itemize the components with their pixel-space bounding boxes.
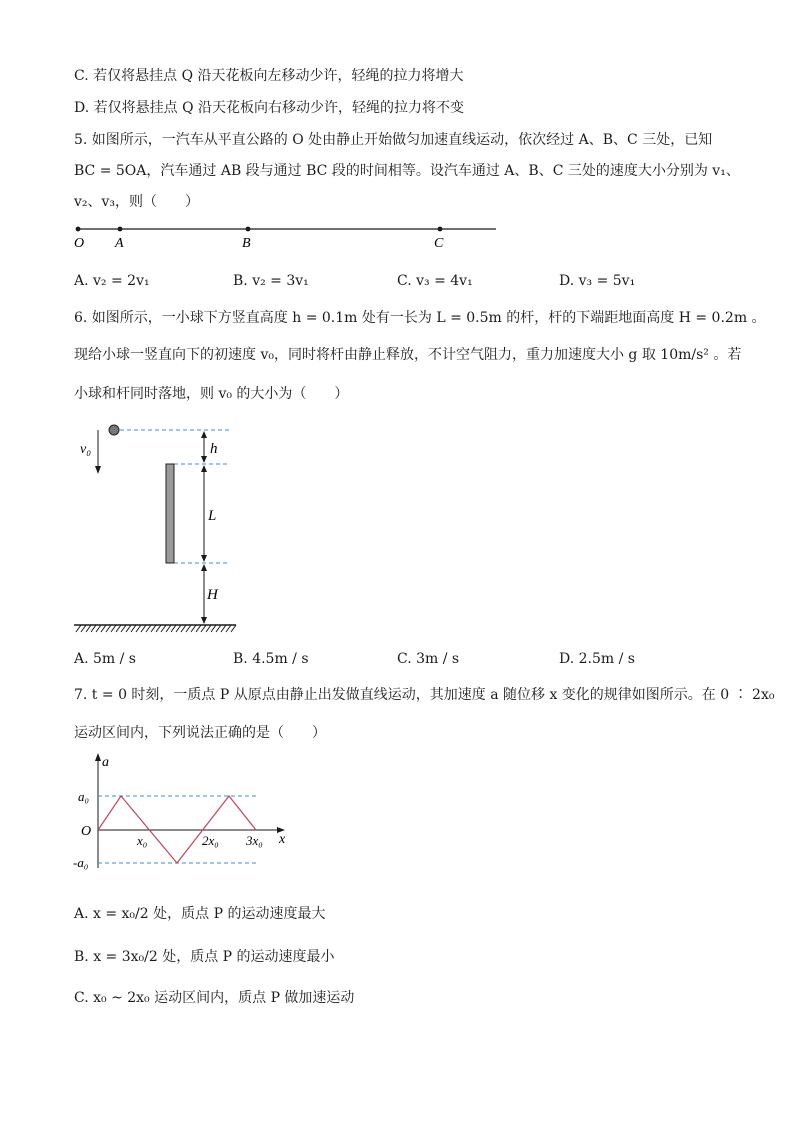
q6-option-b[interactable]: B. 4.5m / s — [233, 651, 309, 667]
x-axis-label: x — [279, 832, 286, 847]
hatch-stroke — [226, 625, 231, 632]
neg-a0-label: -a₀ — [73, 855, 89, 870]
q5-road-figure — [70, 218, 510, 252]
hatch-stroke — [191, 625, 196, 632]
hatch-stroke — [86, 625, 91, 632]
hatch-stroke — [216, 625, 221, 632]
q4-option-d: D. 若仅将悬挂点 Q 沿天花板向右移动少许，轻绳的拉力将不变 — [74, 100, 465, 116]
label-b: B — [242, 236, 251, 251]
hatch-stroke — [196, 625, 201, 632]
hatch-stroke — [151, 625, 156, 632]
h-label: h — [210, 441, 218, 457]
hatch-stroke — [166, 625, 171, 632]
hatch-stroke — [141, 625, 146, 632]
hatch-stroke — [221, 625, 226, 632]
hatch-stroke — [101, 625, 106, 632]
q7-acceleration-graph — [70, 750, 300, 875]
hatch-stroke — [126, 625, 131, 632]
big-h-label: H — [207, 587, 218, 603]
q5-stem-line3: v₂、v₃，则（ ） — [74, 194, 200, 210]
a-axis-label: a — [102, 755, 109, 770]
big-h-arrow-down — [201, 617, 207, 624]
ground-hatch — [76, 625, 236, 632]
hatch-stroke — [231, 625, 236, 632]
label-c: C — [434, 236, 444, 251]
hatch-stroke — [76, 625, 81, 632]
hatch-stroke — [206, 625, 211, 632]
q5-stem-line1: 5. 如图所示，一汽车从平直公路的 O 处由静止开始做匀加速直线运动，依次经过 A、B、C 三处，已知 — [74, 132, 713, 148]
q7-stem-line2: 运动区间内，下列说法正确的是（ ） — [74, 725, 326, 741]
hatch-stroke — [171, 625, 176, 632]
origin-label: O — [81, 824, 92, 839]
hatch-stroke — [176, 625, 181, 632]
v0-label: v₀ — [80, 442, 92, 457]
hatch-stroke — [181, 625, 186, 632]
q6-stem-line3: 小球和杆同时落地，则 v₀ 的大小为（ ） — [74, 386, 349, 402]
q6-ball-rod-figure — [70, 420, 250, 635]
l-arrow-down — [201, 555, 207, 562]
q7-option-b[interactable]: B. x = 3x₀/2 处，质点 P 的运动速度最小 — [74, 949, 335, 965]
point-o — [76, 227, 81, 232]
q6-stem-line2: 现给小球一竖直向下的初速度 v₀，同时将杆由静止释放，不计空气阻力，重力加速度大小 g 取 10m/s² 。若 — [74, 347, 742, 363]
l-label: L — [208, 508, 217, 524]
v0-arrow-head — [95, 466, 101, 474]
hatch-stroke — [186, 625, 191, 632]
hatch-stroke — [211, 625, 216, 632]
a-axis-arrow — [95, 753, 101, 761]
2x0-label: 2x₀ — [202, 833, 219, 848]
q7-option-c[interactable]: C. x₀ ~ 2x₀ 运动区间内，质点 P 做加速运动 — [74, 990, 355, 1006]
point-b — [246, 227, 251, 232]
hatch-stroke — [131, 625, 136, 632]
h-arrow-down — [201, 456, 207, 463]
q5-option-b[interactable]: B. v₂ = 3v₁ — [233, 273, 309, 289]
a0-label: a₀ — [78, 789, 90, 804]
q6-option-a[interactable]: A. 5m / s — [74, 651, 136, 667]
point-a — [118, 227, 123, 232]
q7-stem-line1: 7. t = 0 时刻，一质点 P 从原点由静止出发做直线运动，其加速度 a 随位移 x 变化的规律如图所示。在 0 ∶ 2x₀ — [74, 687, 775, 703]
q6-option-d[interactable]: D. 2.5m / s — [559, 651, 635, 667]
hatch-stroke — [156, 625, 161, 632]
big-h-arrow-up — [201, 564, 207, 571]
q5-option-c[interactable]: C. v₃ = 4v₁ — [397, 273, 473, 289]
hatch-stroke — [121, 625, 126, 632]
hatch-stroke — [146, 625, 151, 632]
q7-option-a[interactable]: A. x = x₀/2 处，质点 P 的运动速度最大 — [74, 906, 326, 922]
q4-option-c: C. 若仅将悬挂点 Q 沿天花板向左移动少许，轻绳的拉力将增大 — [74, 68, 464, 84]
hatch-stroke — [116, 625, 121, 632]
q6-stem-line1: 6. 如图所示，一小球下方竖直高度 h = 0.1m 处有一长为 L = 0.5m 的杆，杆的下端距地面高度 H = 0.2m 。 — [74, 310, 766, 326]
label-a: A — [115, 236, 124, 251]
hatch-stroke — [111, 625, 116, 632]
point-c — [438, 227, 443, 232]
label-o: O — [74, 236, 85, 251]
q5-option-d[interactable]: D. v₃ = 5v₁ — [559, 273, 636, 289]
hatch-stroke — [106, 625, 111, 632]
3x0-label: 3x₀ — [246, 833, 263, 848]
ball-icon — [109, 425, 119, 435]
hatch-stroke — [136, 625, 141, 632]
h-arrow-up — [201, 431, 207, 438]
hatch-stroke — [161, 625, 166, 632]
x0-label: x₀ — [137, 833, 148, 848]
rod — [166, 464, 174, 563]
hatch-stroke — [81, 625, 86, 632]
l-arrow-up — [201, 465, 207, 472]
q5-option-a[interactable]: A. v₂ = 2v₁ — [74, 273, 150, 289]
hatch-stroke — [91, 625, 96, 632]
hatch-stroke — [201, 625, 206, 632]
q5-stem-line2: BC = 5OA，汽车通过 AB 段与通过 BC 段的时间相等。设汽车通过 A、B、C 三处的速度大小分别为 v₁、 — [74, 163, 740, 179]
q6-option-c[interactable]: C. 3m / s — [397, 651, 460, 667]
hatch-stroke — [96, 625, 101, 632]
